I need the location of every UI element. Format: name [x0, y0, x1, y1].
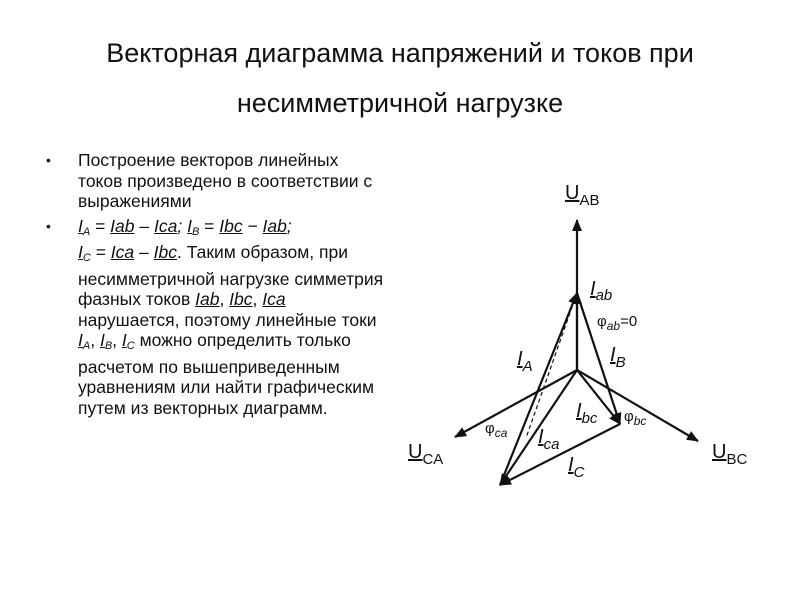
label-phi-ca: $\varphi_{ca}$ — [485, 420, 508, 440]
comma: , — [90, 330, 100, 350]
vector-IC — [500, 424, 620, 485]
comma: , — [112, 330, 122, 350]
label-Ibc: $I_{bc}$ — [576, 400, 598, 427]
label-UCA: $U_{CA}$ — [408, 441, 444, 468]
bullet-item-1 — [44, 150, 384, 212]
vector-UBC — [577, 370, 698, 441]
current-IC-sub: C — [126, 340, 135, 352]
current-IA-symbol: I — [78, 330, 83, 350]
current-IA-sub: A — [82, 225, 91, 238]
current-Iab: Iab — [195, 289, 220, 309]
bullet-item-2 — [44, 216, 384, 419]
current-IB-symbol: I — [99, 330, 105, 350]
bullet-list — [44, 150, 384, 422]
current-Iab: Iab — [262, 215, 287, 236]
separator: ; — [177, 215, 188, 236]
minus-sign: – — [134, 215, 154, 236]
label-UBC: $U_{BC}$ — [712, 441, 748, 468]
title-line-2: несимметричной нагрузке — [236, 88, 564, 118]
current-IC-symbol: I — [78, 242, 83, 262]
body-text: нарушается, поэтому линейные токи — [78, 309, 377, 330]
separator: ; — [286, 215, 292, 236]
current-IC-sub: C — [82, 252, 91, 264]
label-phi-bc: $\varphi_{bc}$ — [624, 408, 647, 428]
minus-sign: – — [134, 242, 154, 262]
current-Ica: Ica — [110, 242, 135, 262]
label-IA: $I_A$ — [517, 348, 533, 375]
current-Ibc: Ibc — [229, 289, 253, 309]
bullet-text-1: Построение векторов линейных токов произведено в соответствии с выражениями — [78, 150, 373, 211]
current-IA-symbol: I — [78, 215, 83, 236]
current-Iab: Iab — [110, 215, 135, 236]
current-IB-sub: B — [191, 225, 200, 238]
label-Iab: $I_{ab}$ — [590, 278, 613, 304]
title-line-1: Векторная диаграмма напряжений и токов при — [106, 38, 694, 68]
body-text: . Таким образом, при несимметричной нагрузке симметрия фазных токов — [78, 242, 384, 309]
label-Ica: $I_{ca}$ — [538, 426, 560, 453]
current-IC-symbol: I — [121, 330, 127, 350]
minus-sign: − — [242, 215, 263, 236]
bullet-marker: • — [46, 152, 51, 168]
current-IB-symbol: I — [187, 215, 192, 236]
current-Ica: Ica — [262, 289, 286, 309]
current-IB-sub: B — [104, 340, 113, 352]
eq-sign: = — [199, 215, 220, 236]
label-IB: $I_B$ — [610, 344, 626, 371]
current-Ibc: Ibc — [153, 242, 177, 262]
label-UAB: $U_{AB}$ — [565, 182, 600, 209]
vector-UCA — [455, 370, 577, 437]
current-Ibc: Ibc — [219, 215, 243, 236]
body-text: можно определить только расчетом по вышеприведенным уравнениям или найти графическим путем из векторных диаграмм. — [78, 330, 375, 418]
current-Ica: Ica — [153, 215, 178, 236]
comma: , — [252, 289, 263, 309]
bullet-marker: • — [46, 217, 51, 234]
label-phi-ab: $\varphi_{ab}=0$ — [597, 313, 638, 333]
eq-sign: = — [90, 242, 111, 262]
slide-title — [40, 28, 760, 128]
label-IC: $I_C$ — [568, 454, 585, 481]
comma: , — [219, 289, 230, 309]
construction-line — [526, 293, 577, 438]
vector-diagram — [398, 175, 778, 500]
eq-sign: = — [90, 215, 111, 236]
current-IA-sub: A — [82, 340, 91, 352]
